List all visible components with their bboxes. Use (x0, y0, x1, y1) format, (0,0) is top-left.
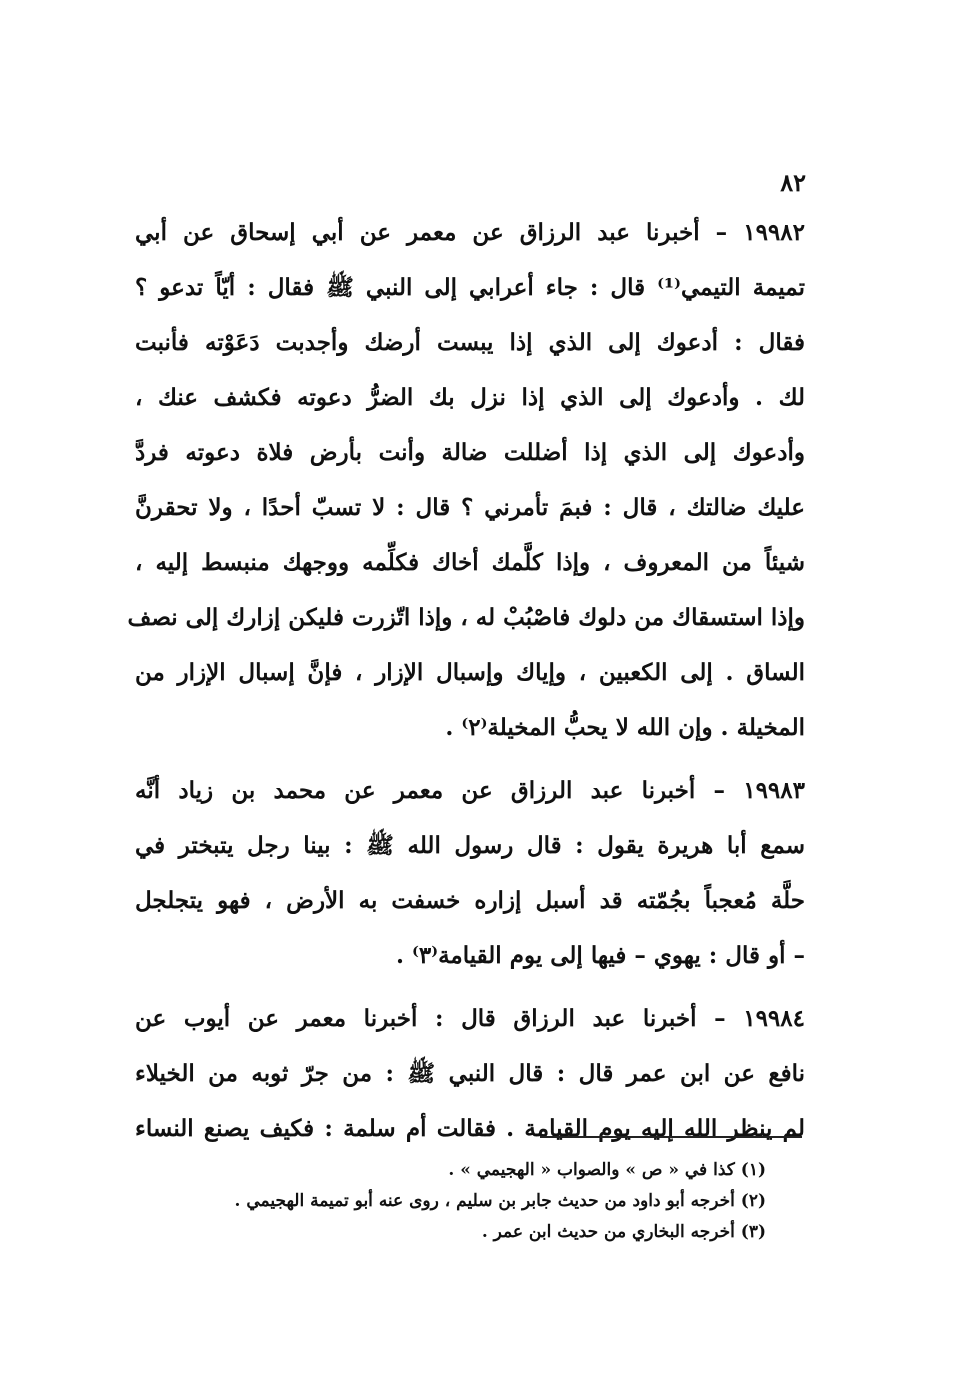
footnote-1: (١) كذا في « ص » والصواب « الهجيمي » . (448, 1160, 766, 1180)
text-line: شيئاً من المعروف ، وإذا كلَّمك أخاك فكلِّمه ووجهك منبسط إليه ، (135, 549, 805, 576)
text-line: تميمة التيمي⁽¹⁾ قال : جاء أعرابي إلى النبي ﷺ فقال : أيّاً تدعو ؟ (135, 274, 805, 301)
hadith-paragraph-19982 (127, 205, 805, 755)
paragraph-gap (135, 755, 805, 763)
text-line: – أو قال : يهوي – فيها إلى يوم القيامة⁽٣⁾ . (395, 942, 805, 969)
hadith-paragraph-19983 (135, 763, 805, 983)
text-line: حلَّة مُعجباً بجُمّته قد أسبل إزاره خسفت به الأرض ، فهو يتجلجل (135, 887, 805, 914)
footnote-3: (٣) أخرجه البخاري من حديث ابن عمر . (481, 1222, 766, 1242)
text-line: لك . وأدعوك إلى الذي إذا نزل بك الضرُّ دعوته فكشف عنك ، (135, 384, 805, 411)
text-line: فقال : أدعوك إلى الذي إذا يبست أرضك وأجدبت دَعَوْته فأنبت (135, 329, 805, 356)
text-line: عليك ضالتك ، قال : فبمَ تأمرني ؟ قال : لا تسبّ أحدًا ، ولا تحقرنَّ (135, 494, 805, 521)
footnote-2: (٢) أخرجه أبو داود من حديث جابر بن سليم ، روى عنه أبو تميمة الهجيمي . (234, 1191, 766, 1211)
text-line: لم ينظر الله إليه يوم القيامة . فقالت أم سلمة : فكيف يصنع النساء (135, 1115, 805, 1142)
paragraph-gap (135, 983, 805, 991)
main-text (127, 205, 805, 1156)
hadith-paragraph-19984 (135, 991, 805, 1156)
page-number: ٨٢ (780, 168, 806, 197)
text-line: ١٩٩٨٢ – أخبرنا عبد الرزاق عن معمر عن أبي إسحاق عن أبي (135, 219, 805, 246)
footnotes (146, 1155, 766, 1248)
text-line: نافع عن ابن عمر قال : قال النبي ﷺ : من جرّ ثوبه من الخيلاء (135, 1060, 805, 1087)
text-line: وإذا استسقاك من دلوك فاصْبُبْ له ، وإذا اتّزرت فليكن إزارك إلى نصف (127, 604, 805, 631)
text-line: ١٩٩٨٤ – أخبرنا عبد الرزاق قال : أخبرنا معمر عن أيوب عن (135, 1005, 805, 1032)
text-line: الساق . إلى الكعبين ، وإياك وإسبال الإزار ، فإنَّ إسبال الإزار من (135, 659, 805, 686)
footnote-divider (540, 1136, 802, 1138)
text-line: ١٩٩٨٣ – أخبرنا عبد الرزاق عن معمر عن محمد بن زياد أنَّه (135, 777, 805, 804)
text-line: سمع أبا هريرة يقول : قال رسول الله ﷺ : بينا رجل يتبختر في (135, 832, 805, 859)
text-line: المخيلة . وإن الله لا يحبُّ المخيلة⁽٢⁾ . (445, 714, 805, 741)
text-line: وأدعوك إلى الذي إذا أضللت ضالة وأنت بأرض فلاة دعوته فردَّ (135, 439, 805, 466)
